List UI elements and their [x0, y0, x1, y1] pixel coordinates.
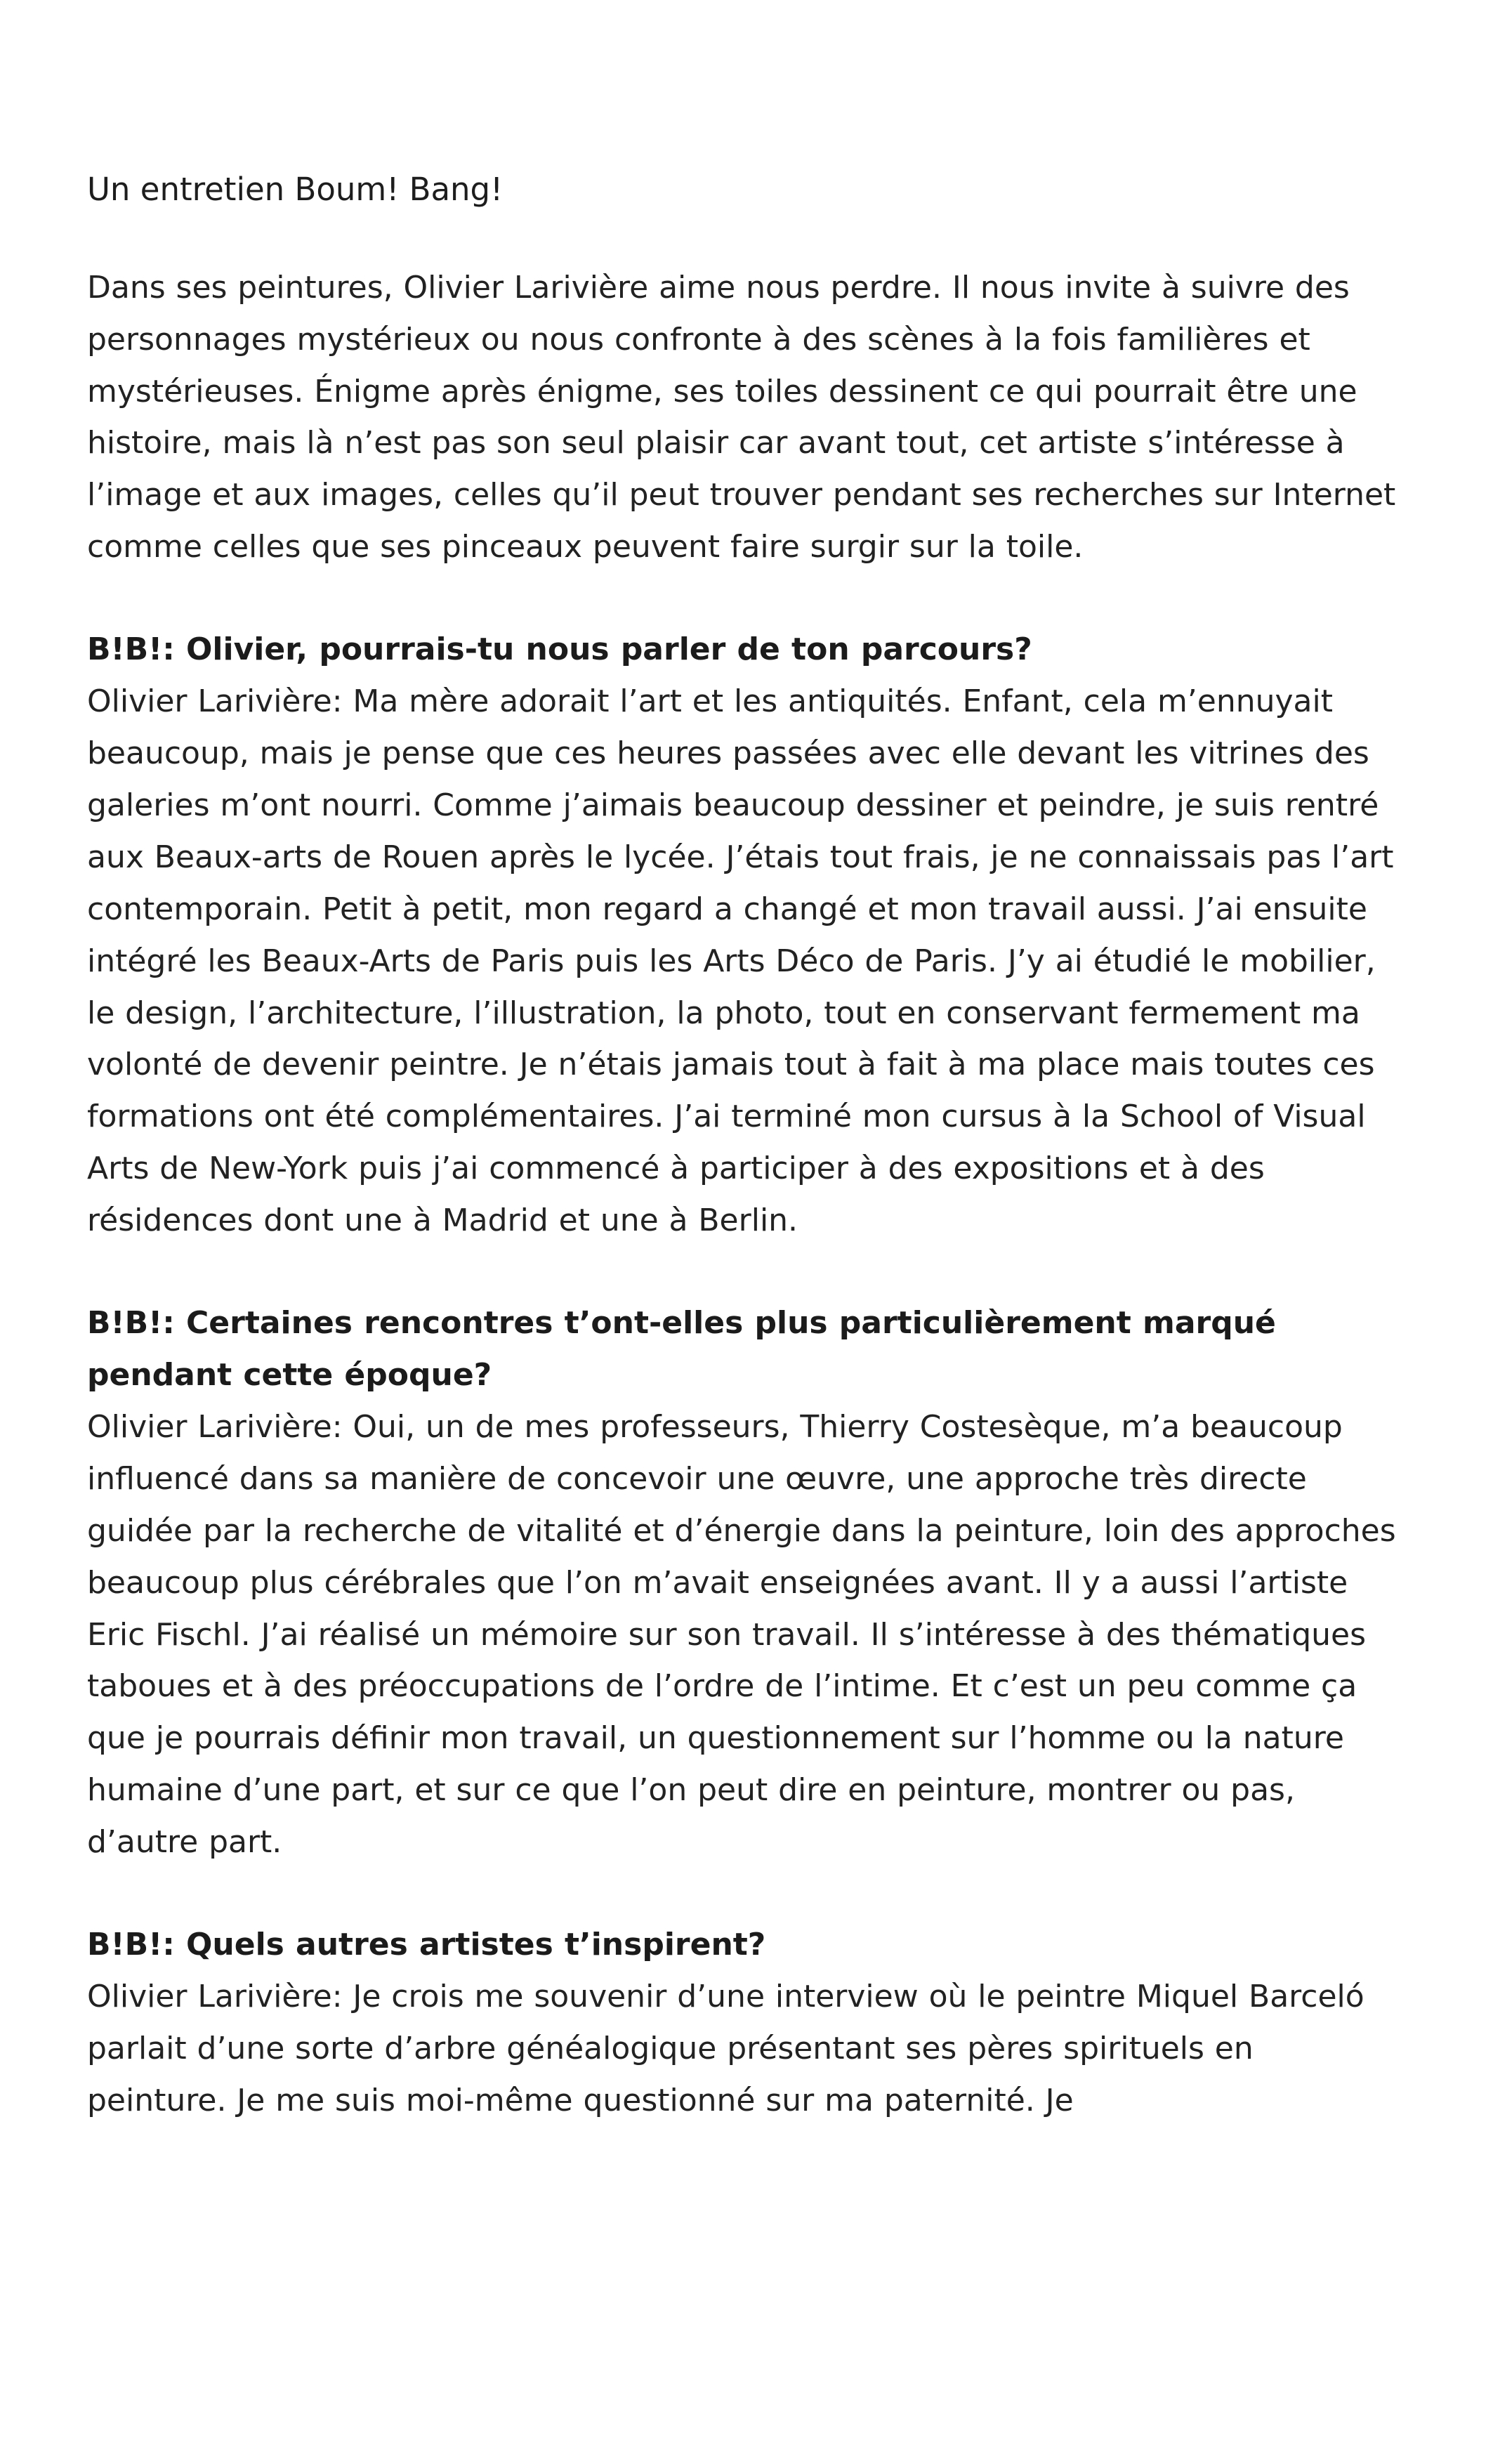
article-paragraph: Dans ses peintures, Olivier Larivière aime nous perdre. Il nous invite à suivre des personnages mystérieux ou nous confronte à des scènes à la fois familières et mystérieuses. Énigme après énigme, ses toiles dessinent ce qui pourrait être une histoire, mais là n’est pas son seul plaisir car avant tout, cet artiste s’intéresse à l’image et aux images, celles qu’il peut trouver pendant ses recherches sur Internet comme celles que ses pinceaux peuvent faire surgir sur la toile.	[87, 269, 1396, 565]
article-answer: Olivier Larivière: Ma mère adorait l’art et les antiquités. Enfant, cela m’ennuyait beaucoup, mais je pense que ces heures passées avec elle devant les vitrines des galeries m’ont nourri. Comme j’aimais beaucoup dessiner et peindre, je suis rentré aux Beaux-arts de Rouen après le lycée. J’étais tout frais, je ne connaissais pas l’art contemporain. Petit à petit, mon regard a changé et mon travail aussi. J’ai ensuite intégré les Beaux-Arts de Paris puis les Arts Déco de Paris. J’y ai étudié le mobilier, le design, l’architecture, l’illustration, la photo, tout en conservant fermement ma volonté de devenir peintre. Je n’étais jamais tout à fait à ma place mais toutes ces formations ont été complémentaires. J’ai terminé mon cursus à la School of Visual Arts de New-York puis j’ai commencé à participer à des expositions et à des résidences dont une à Madrid et une à Berlin.	[87, 683, 1394, 1239]
article-body	[87, 262, 1399, 2127]
article-answer: Olivier Larivière: Oui, un de mes professeurs, Thierry Costesèque, m’a beaucoup influencé dans sa manière de concevoir une œuvre, une approche très directe guidée par la recherche de vitalité et d’énergie dans la peinture, loin des approches beaucoup plus cérébrales que l’on m’avait enseignées avant. Il y a aussi l’artiste Eric Fischl. J’ai réalisé un mémoire sur son travail. Il s’intéresse à des thématiques taboues et à des préoccupations de l’ordre de l’intime. Et c’est un peu comme ça que je pourrais définir mon travail, un questionnement sur l’homme ou la nature humaine d’une part, et sur ce que l’on peut dire en peinture, montrer ou pas, d’autre part.	[87, 1408, 1396, 1861]
article-question: B!B!: Olivier, pourrais-tu nous parler de ton parcours?	[87, 631, 1032, 668]
article-title: Un entretien Boum! Bang!	[87, 171, 504, 208]
article-question: B!B!: Quels autres artistes t’inspirent?	[87, 1927, 766, 1963]
article-question: B!B!: Certaines rencontres t’ont-elles plus particulièrement marqué pendant cette époque?	[87, 1305, 1276, 1393]
article-answer: Olivier Larivière: Je crois me souvenir d’une interview où le peintre Miquel Barceló parlait d’une sorte d’arbre généalogique présentant ses pères spirituels en peinture. Je me suis moi-même questionné sur ma paternité. Je	[87, 1978, 1364, 2118]
